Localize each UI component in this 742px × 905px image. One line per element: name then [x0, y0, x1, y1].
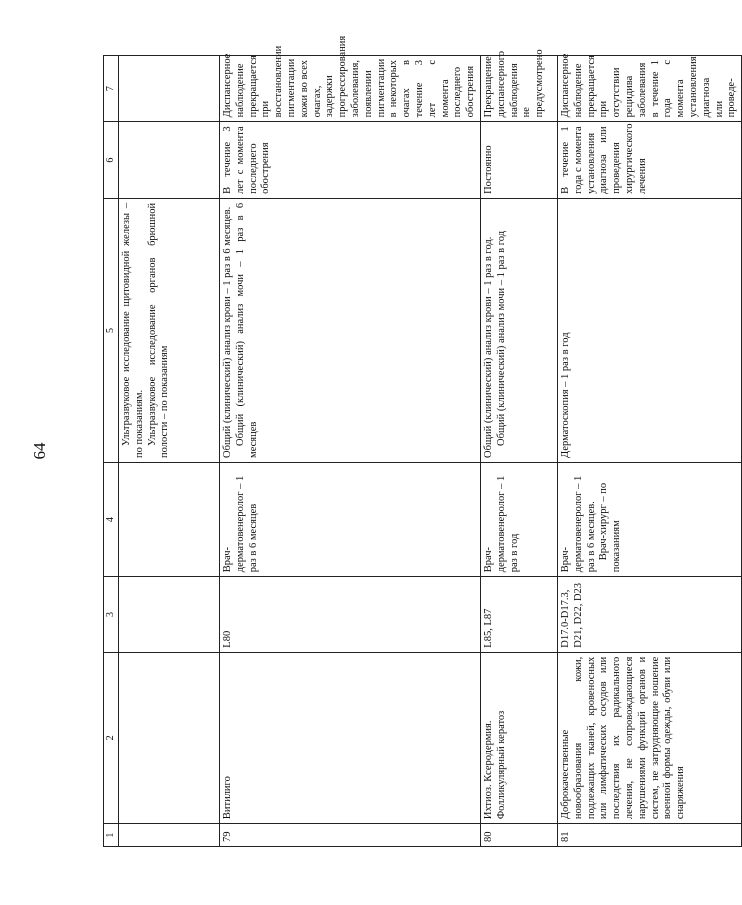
- specialist: Врач-дерматовенеролог – 1 раз в 6 месяцев: [220, 462, 481, 576]
- test-item: Дерматоскопия – 1 раз в год: [559, 332, 571, 458]
- test-item: Общий (клинический) анализ мочи – 1 раз в 6 месяцев: [234, 202, 259, 458]
- header-cell-1: 1: [104, 824, 119, 847]
- specialist-item: Врач-хирург – по показаниям: [598, 482, 623, 573]
- table-row-79: [220, 56, 481, 847]
- continuation-test: Ультразвуковое исследование щитовидной железы – по показаниям.: [121, 202, 145, 458]
- disease-name: Доброкачественные новообразования кожи, подлежащих тканей, кровеносных или лимфатических сосудов или последствия их радикального лечения, не сопровождающиеся нарушениями функций органов и систем, не затрудняющие ношение военной формы одежды, обуви или снаряжения: [557, 652, 741, 823]
- disease-name: Витилиго: [220, 652, 481, 823]
- cell-empty: [119, 462, 220, 576]
- test-item: Общий (клинический) анализ мочи – 1 раз в год: [495, 230, 507, 446]
- cell-empty: [119, 577, 220, 652]
- continuation-row: [119, 56, 220, 847]
- duration: Постоянно: [480, 122, 557, 199]
- disease-name: Ихтиоз. Ксеродермия. Фолликулярный кератоз: [480, 652, 557, 823]
- tests-cell: [480, 198, 557, 462]
- header-row: [104, 56, 119, 847]
- header-cell-2: 2: [104, 652, 119, 823]
- termination: Диспансерное наблюдение прекращается при отсутствии рецидива заболевания в течение 1 года с момента установления диагноза или проведе-: [557, 56, 741, 122]
- test-item: Общий (клинический) анализ крови – 1 раз в год.: [482, 236, 494, 458]
- cell-empty: [119, 824, 220, 847]
- cell-empty: [119, 652, 220, 823]
- tests-cell: [557, 198, 741, 462]
- rotated-table-container: [103, 35, 738, 847]
- termination: Прекращение диспансерного наблюдения не предусмотрено: [480, 56, 557, 122]
- icd-codes: D17.0-D17.3, D21, D22, D23: [557, 577, 741, 652]
- cell-empty: [119, 56, 220, 122]
- dispensary-table: [103, 35, 742, 847]
- duration: В течение 1 года с момента установления диагноза или проведения хирургического лечения: [557, 122, 741, 199]
- table-row-81: [557, 56, 741, 847]
- icd-codes: L85, L87: [480, 577, 557, 652]
- header-cell-5: 5: [104, 198, 119, 462]
- header-cell-7: 7: [104, 56, 119, 122]
- termination: Диспансерное наблюдение прекращается при восстановлении пигментации кожи во всех очагах, задержки прогрессирования заболевания, появлении пигментации в некоторых очагах в течение 3 лет с момента последнего обострения: [220, 56, 481, 122]
- duration: В течение 3 лет с момента последнего обострения: [220, 122, 481, 199]
- header-cell-6: 6: [104, 122, 119, 199]
- test-item: Общий (клинический) анализ крови – 1 раз в 6 месяцев.: [222, 206, 233, 458]
- specialist-cell: [557, 462, 741, 576]
- specialist: Врач-дерматовенеролог – 1 раз в год: [480, 462, 557, 576]
- cell-empty: [119, 122, 220, 199]
- specialist-item: Врач-дерматовенеролог – 1 раз в 6 месяцев.: [559, 475, 597, 573]
- page-number: 64: [30, 442, 49, 460]
- header-cell-4: 4: [104, 462, 119, 576]
- continuation-test: Ультразвуковое исследование органов брюшной полости – по показаниям: [146, 202, 171, 458]
- icd-codes: L80: [220, 577, 481, 652]
- row-number: 79: [220, 824, 481, 847]
- continuation-tests-cell: [119, 198, 220, 462]
- tests-cell: [220, 198, 481, 462]
- row-number: 80: [480, 824, 557, 847]
- header-cell-3: 3: [104, 577, 119, 652]
- row-number: 81: [557, 824, 741, 847]
- table-row-80: [480, 56, 557, 847]
